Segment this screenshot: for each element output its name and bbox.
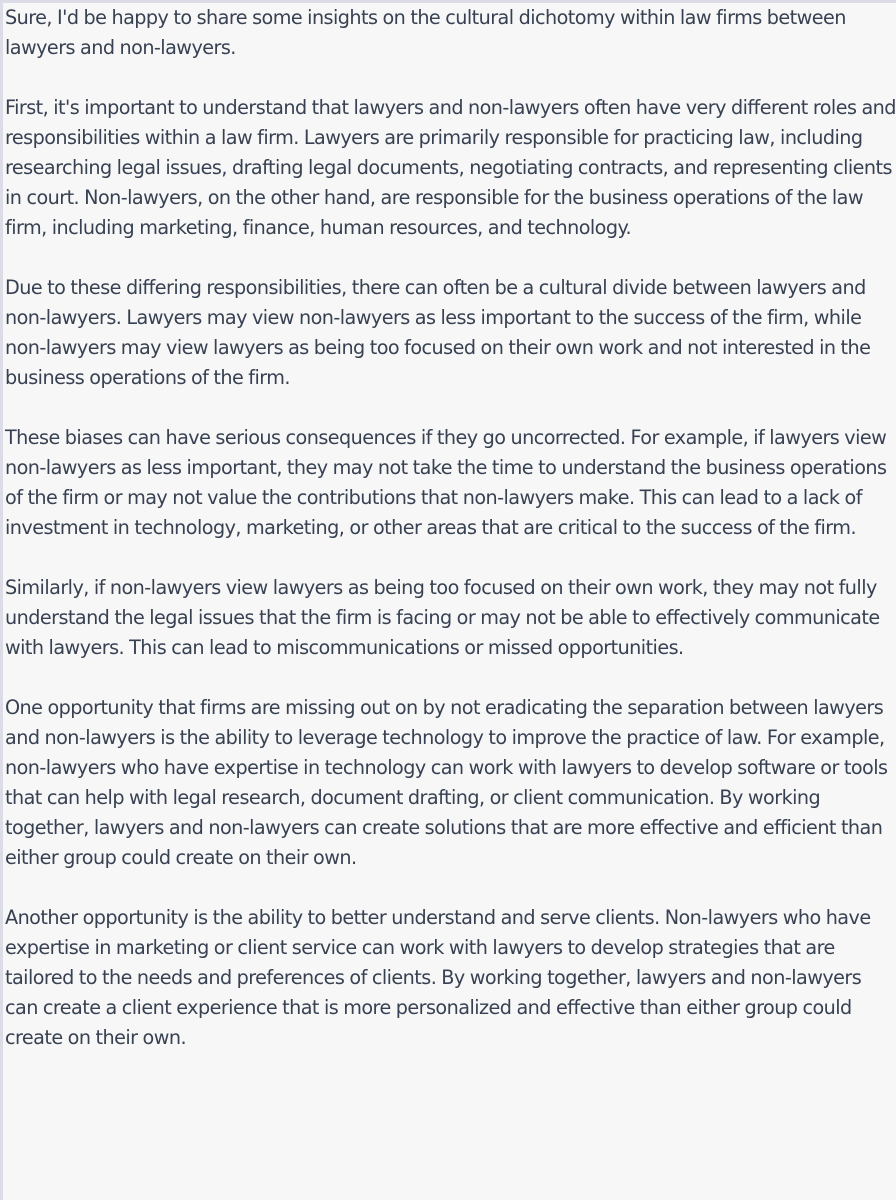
message-paragraph-roles: First, it's important to understand that lawyers and non-lawyers often have very different roles and responsibilities within a law firm. Lawyers are primarily responsible for practicing law, including researching legal issues, drafting legal documents, negotiating contracts, and representing clients in court. Non-lawyers, on the other hand, are responsible for the business operations of the law firm, including marketing, finance, human resources, and technology. — [5, 96, 896, 239]
assistant-message — [3, 3, 896, 1200]
message-paragraph-client-opportunity: Another opportunity is the ability to better understand and serve clients. Non-lawyers who have expertise in marketing or client service can work with lawyers to develop strategies that are tailored to the needs and preferences of clients. By working together, lawyers and non-lawyers can create a client experience that is more personalized and effective than either group could create on their own. — [5, 906, 871, 1049]
message-paragraph-consequences: These biases can have serious consequences if they go uncorrected. For example, if lawyers view non-lawyers as less important, they may not take the time to understand the business operations of the firm or may not value the contributions that non-lawyers make. This can lead to a lack of investment in technology, marketing, or other areas that are critical to the success of the firm. — [5, 426, 887, 539]
message-paragraph-divide: Due to these differing responsibilities, there can often be a cultural divide between lawyers and non-lawyers. Lawyers may view non-lawyers as less important to the success of the firm, while non-lawyers may view lawyers as being too focused on their own work and not interested in the business operations of the firm. — [5, 276, 871, 389]
message-paragraph-technology-opportunity: One opportunity that firms are missing out on by not eradicating the separation between lawyers and non-lawyers is the ability to leverage technology to improve the practice of law. For example, non-lawyers who have expertise in technology can work with lawyers to develop software or tools that can help with legal research, document drafting, or client communication. By working together, lawyers and non-lawyers can create solutions that are more effective and efficient than either group could create on their own. — [5, 696, 888, 869]
message-paragraph-similarly: Similarly, if non-lawyers view lawyers as being too focused on their own work, they may not fully understand the legal issues that the firm is facing or may not be able to effectively communicate with lawyers. This can lead to miscommunications or missed opportunities. — [5, 576, 880, 659]
message-paragraph-intro: Sure, I'd be happy to share some insights on the cultural dichotomy within law firms between lawyers and non-lawyers. — [5, 6, 846, 59]
